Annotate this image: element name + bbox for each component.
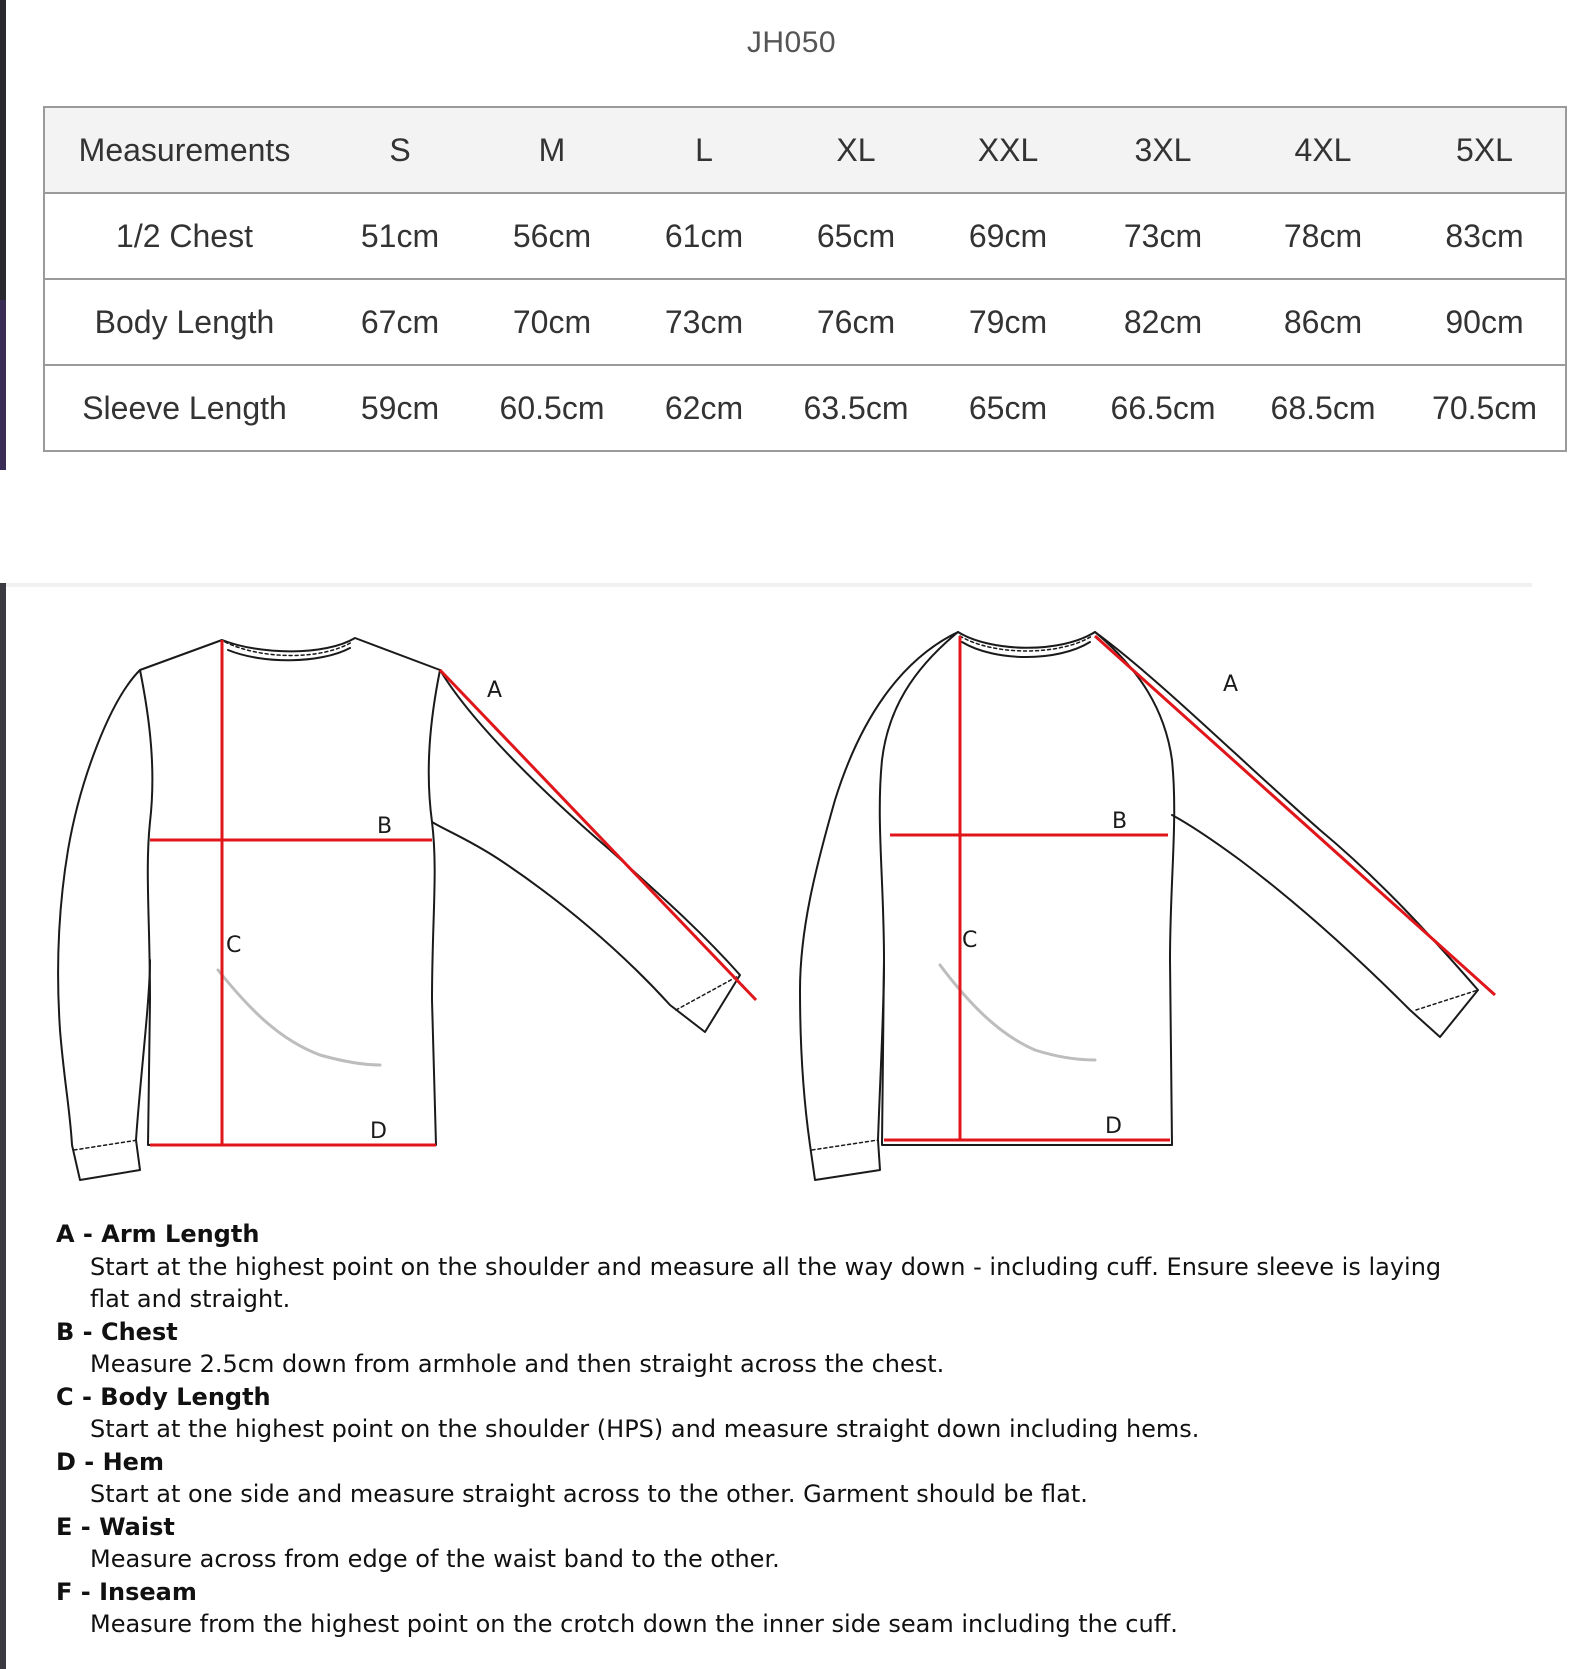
table-header-cell: S <box>324 107 476 193</box>
marker-d-right: D <box>1105 1114 1122 1139</box>
table-cell: 63.5cm <box>780 365 932 451</box>
legend-description: Start at the highest point on the shoulder (HPS) and measure straight down including hems. <box>90 1415 1200 1443</box>
table-cell: 82cm <box>1084 279 1242 365</box>
arm-length-line-left <box>440 670 756 1000</box>
set-in-sleeve-shirt-drawing <box>58 638 740 1180</box>
table-header-cell: 5XL <box>1404 107 1566 193</box>
legend-description: Start at one side and measure straight across to the other. Garment should be flat. <box>90 1480 1088 1508</box>
table-cell: 62cm <box>628 365 780 451</box>
table-cell: 65cm <box>780 193 932 279</box>
legend-description: Measure across from edge of the waist band to the other. <box>90 1545 780 1573</box>
table-cell: 61cm <box>628 193 780 279</box>
marker-c-left: C <box>226 933 242 958</box>
legend-term: E - Waist <box>56 1512 175 1541</box>
table-header-cell: XL <box>780 107 932 193</box>
table-header-cell: M <box>476 107 628 193</box>
table-cell: 76cm <box>780 279 932 365</box>
table-cell: 67cm <box>324 279 476 365</box>
marker-b-left: B <box>377 814 393 839</box>
table-cell: 78cm <box>1242 193 1404 279</box>
legend-description: Measure 2.5cm down from armhole and then straight across the chest. <box>90 1350 945 1378</box>
table-cell: 68.5cm <box>1242 365 1404 451</box>
legend-term: C - Body Length <box>56 1382 271 1411</box>
table-row <box>44 193 1566 279</box>
legend-term: A - Arm Length <box>56 1220 260 1248</box>
marker-c-right: C <box>962 928 978 953</box>
legend-term: D - Hem <box>56 1447 164 1476</box>
table-row <box>44 279 1566 365</box>
table-cell: 69cm <box>932 193 1084 279</box>
table-cell: 70cm <box>476 279 628 365</box>
table-header-cell: Measurements <box>44 107 324 193</box>
marker-a-right: A <box>1223 672 1239 697</box>
table-header-cell: L <box>628 107 780 193</box>
table-header-cell: XXL <box>932 107 1084 193</box>
table-header-cell: 3XL <box>1084 107 1242 193</box>
legend-description: Measure from the highest point on the crotch down the inner side seam including the cuff. <box>90 1610 1178 1638</box>
left-window-edge <box>0 0 6 470</box>
section-divider <box>6 583 1532 587</box>
row-label: Body Length <box>44 279 324 365</box>
legend-term: F - Inseam <box>56 1577 197 1606</box>
table-cell: 66.5cm <box>1084 365 1242 451</box>
row-label: Sleeve Length <box>44 365 324 451</box>
table-cell: 70.5cm <box>1404 365 1566 451</box>
table-cell: 86cm <box>1242 279 1404 365</box>
measurement-legend <box>56 1218 1536 1641</box>
table-cell: 65cm <box>932 365 1084 451</box>
table-cell: 73cm <box>1084 193 1242 279</box>
table-cell: 51cm <box>324 193 476 279</box>
table-row <box>44 365 1566 451</box>
table-cell: 83cm <box>1404 193 1566 279</box>
table-cell: 79cm <box>932 279 1084 365</box>
legend-term: B - Chest <box>56 1317 178 1346</box>
row-label: 1/2 Chest <box>44 193 324 279</box>
marker-d-left: D <box>370 1119 387 1144</box>
table-cell: 73cm <box>628 279 780 365</box>
product-code-title: JH050 <box>746 26 837 59</box>
marker-b-right: B <box>1112 809 1128 834</box>
table-cell: 59cm <box>324 365 476 451</box>
legend-description: Start at the highest point on the shoulder and measure all the way down - including cuff. Ensure sleeve is laying flat and straight. <box>90 1252 1442 1313</box>
raglan-sleeve-shirt-drawing <box>800 632 1478 1180</box>
table-header-row <box>44 107 1566 193</box>
size-chart-table <box>43 106 1567 452</box>
table-header-cell: 4XL <box>1242 107 1404 193</box>
table-cell: 90cm <box>1404 279 1566 365</box>
marker-a-left: A <box>487 678 503 703</box>
table-cell: 56cm <box>476 193 628 279</box>
garment-measurement-diagram <box>0 600 1583 1200</box>
table-cell: 60.5cm <box>476 365 628 451</box>
